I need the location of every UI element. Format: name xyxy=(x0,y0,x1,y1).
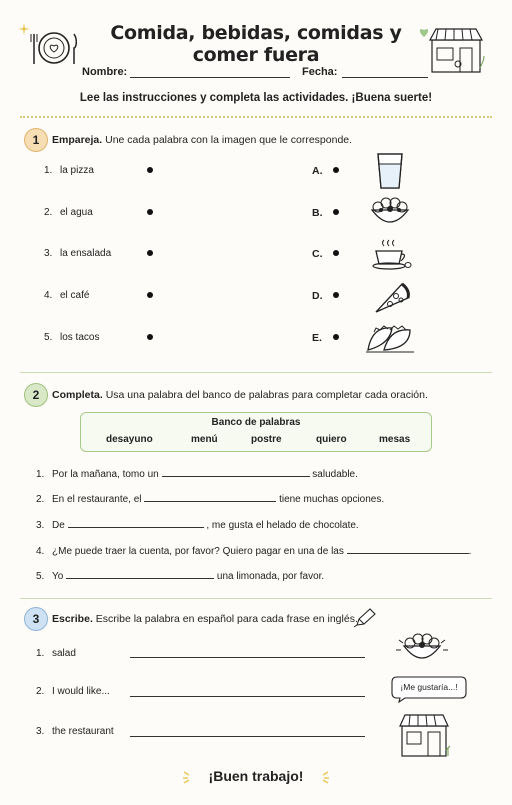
salad-bowl-icon xyxy=(396,628,448,673)
sentence-3-blank[interactable] xyxy=(68,518,204,528)
bank-word-menu: menú xyxy=(191,434,218,445)
match-dot-left-4[interactable] xyxy=(147,292,153,298)
sentence-2-blank[interactable] xyxy=(144,492,276,502)
write-item-2: 2. I would like... xyxy=(36,686,110,697)
match-dot-left-1[interactable] xyxy=(147,167,153,173)
sentence-1: 1. Por la mañana, tomo un saludable. xyxy=(36,469,358,480)
match-letter-a: A. xyxy=(312,165,323,177)
match-word-2: 2. el agua xyxy=(44,207,93,218)
bank-word-desayuno: desayuno xyxy=(106,434,153,445)
match-dot-left-2[interactable] xyxy=(147,209,153,215)
sparkle-icon xyxy=(316,770,330,789)
pencil-icon xyxy=(354,608,376,633)
word-bank-title: Banco de palabras xyxy=(211,417,301,428)
name-label: Nombre: xyxy=(82,66,128,78)
match-word-1: 1. la pizza xyxy=(44,165,94,176)
pizza-slice-icon xyxy=(372,280,412,321)
bank-word-postre: postre xyxy=(251,434,282,445)
match-dot-left-3[interactable] xyxy=(147,250,153,256)
sentence-5-blank[interactable] xyxy=(66,569,214,579)
date-field[interactable] xyxy=(342,77,428,78)
word-bank xyxy=(80,412,432,452)
storefront-icon xyxy=(398,712,454,763)
match-dot-right-b[interactable] xyxy=(333,209,339,215)
instructions: Lee las instrucciones y completa las actividades. ¡Buena suerte! xyxy=(79,92,433,104)
plate-cutlery-icon xyxy=(30,28,78,73)
section-1-badge: 1 xyxy=(24,128,48,152)
sparkle-icon xyxy=(18,22,30,40)
sentence-4: 4. ¿Me puede traer la cuenta, por favor? Quiero pagar en una de las . xyxy=(36,546,472,557)
section-1-title: Empareja. Une cada palabra con la imagen que le corresponde. xyxy=(52,134,353,146)
speech-bubble-text: ¡Me gustaría...! xyxy=(400,682,458,692)
sentence-2: 2. En el restaurante, el tiene muchas opciones. xyxy=(36,494,385,505)
sentence-4-blank[interactable] xyxy=(347,544,469,554)
match-dot-right-c[interactable] xyxy=(333,250,339,256)
section-2-badge: 2 xyxy=(24,383,48,407)
write-item-3: 3. the restaurant xyxy=(36,726,114,737)
write-item-1: 1. salad xyxy=(36,648,76,659)
divider xyxy=(20,116,492,118)
write-answer-1[interactable] xyxy=(130,657,365,658)
name-field[interactable] xyxy=(130,77,290,78)
storefront-icon xyxy=(428,26,486,79)
match-letter-e: E. xyxy=(312,332,322,344)
match-dot-right-d[interactable] xyxy=(333,292,339,298)
sentence-1-blank[interactable] xyxy=(162,467,310,477)
page-title: Comida, bebidas, comidas y comer fuera xyxy=(110,22,402,66)
tacos-icon xyxy=(364,320,416,361)
coffee-cup-icon xyxy=(370,238,412,277)
section-2-title: Completa. Usa una palabra del banco de palabras para completar cada oración. xyxy=(52,389,428,401)
write-answer-3[interactable] xyxy=(130,736,365,737)
speech-bubble xyxy=(391,676,467,702)
divider xyxy=(20,372,492,373)
match-dot-right-a[interactable] xyxy=(333,167,339,173)
salad-bowl-icon xyxy=(368,194,412,235)
match-letter-c: C. xyxy=(312,248,323,260)
date-label: Fecha: xyxy=(302,66,338,78)
sentence-3: 3. De , me gusta el helado de chocolate. xyxy=(36,520,359,531)
match-dot-left-5[interactable] xyxy=(147,334,153,340)
match-word-4: 4. el café xyxy=(44,290,90,301)
sentence-5: 5. Yo una limonada, por favor. xyxy=(36,571,325,582)
write-answer-2[interactable] xyxy=(130,696,365,697)
match-word-5: 5. los tacos xyxy=(44,332,100,343)
glass-of-water-icon xyxy=(376,152,404,195)
footer-message: ¡Buen trabajo! xyxy=(208,768,304,784)
match-letter-b: B. xyxy=(312,207,323,219)
section-3-title: Escribe. Escribe la palabra en español para cada frase en inglés. xyxy=(52,613,358,625)
bank-word-quiero: quiero xyxy=(316,434,347,445)
match-letter-d: D. xyxy=(312,290,323,302)
divider xyxy=(20,598,492,599)
bank-word-mesas: mesas xyxy=(379,434,411,445)
match-word-3: 3. la ensalada xyxy=(44,248,112,259)
section-3-badge: 3 xyxy=(24,607,48,631)
match-dot-right-e[interactable] xyxy=(333,334,339,340)
